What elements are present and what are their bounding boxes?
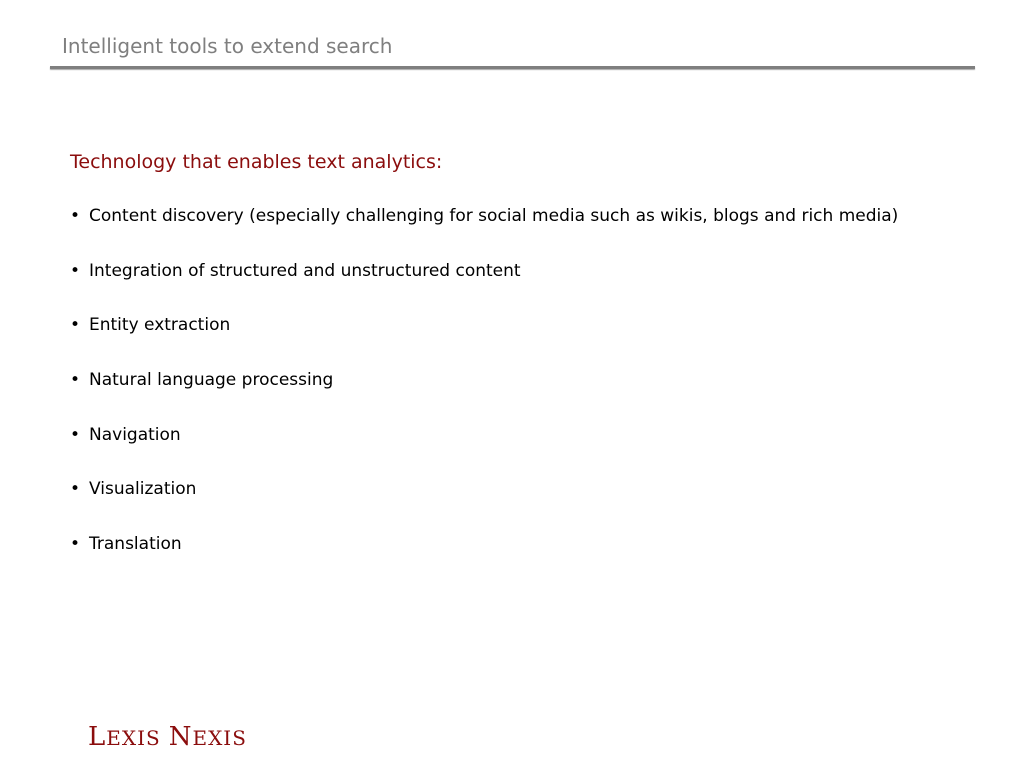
logo-rest-exis-2: EXIS [192, 726, 247, 750]
title-divider [50, 66, 975, 69]
bullet-icon: • [70, 479, 81, 500]
bullet-icon: • [70, 260, 81, 281]
slide-title: Intelligent tools to extend search [62, 34, 393, 58]
bullet-text: Natural language processing [89, 370, 334, 391]
logo-rest-exis: EXIS [106, 726, 161, 750]
bullet-text: Translation [89, 534, 182, 555]
bullet-icon: • [70, 370, 81, 391]
bullet-text: Visualization [89, 479, 197, 500]
lexisnexis-logo [88, 722, 247, 752]
bullet-icon: • [70, 315, 81, 336]
bullet-text: Integration of structured and unstructured content [89, 260, 521, 281]
logo-initial-n: N [168, 722, 193, 752]
bullet-icon: • [70, 534, 81, 555]
bullet-icon: • [70, 206, 81, 226]
bullet-text: Navigation [89, 424, 181, 445]
bullet-icon: • [70, 424, 81, 445]
section-heading: Technology that enables text analytics: [70, 151, 443, 173]
bullet-text: Content discovery (especially challenging for social media such as wikis, blogs and rich media) [89, 206, 899, 226]
bullet-text: Entity extraction [89, 315, 231, 336]
logo-initial-l: L [88, 722, 107, 752]
